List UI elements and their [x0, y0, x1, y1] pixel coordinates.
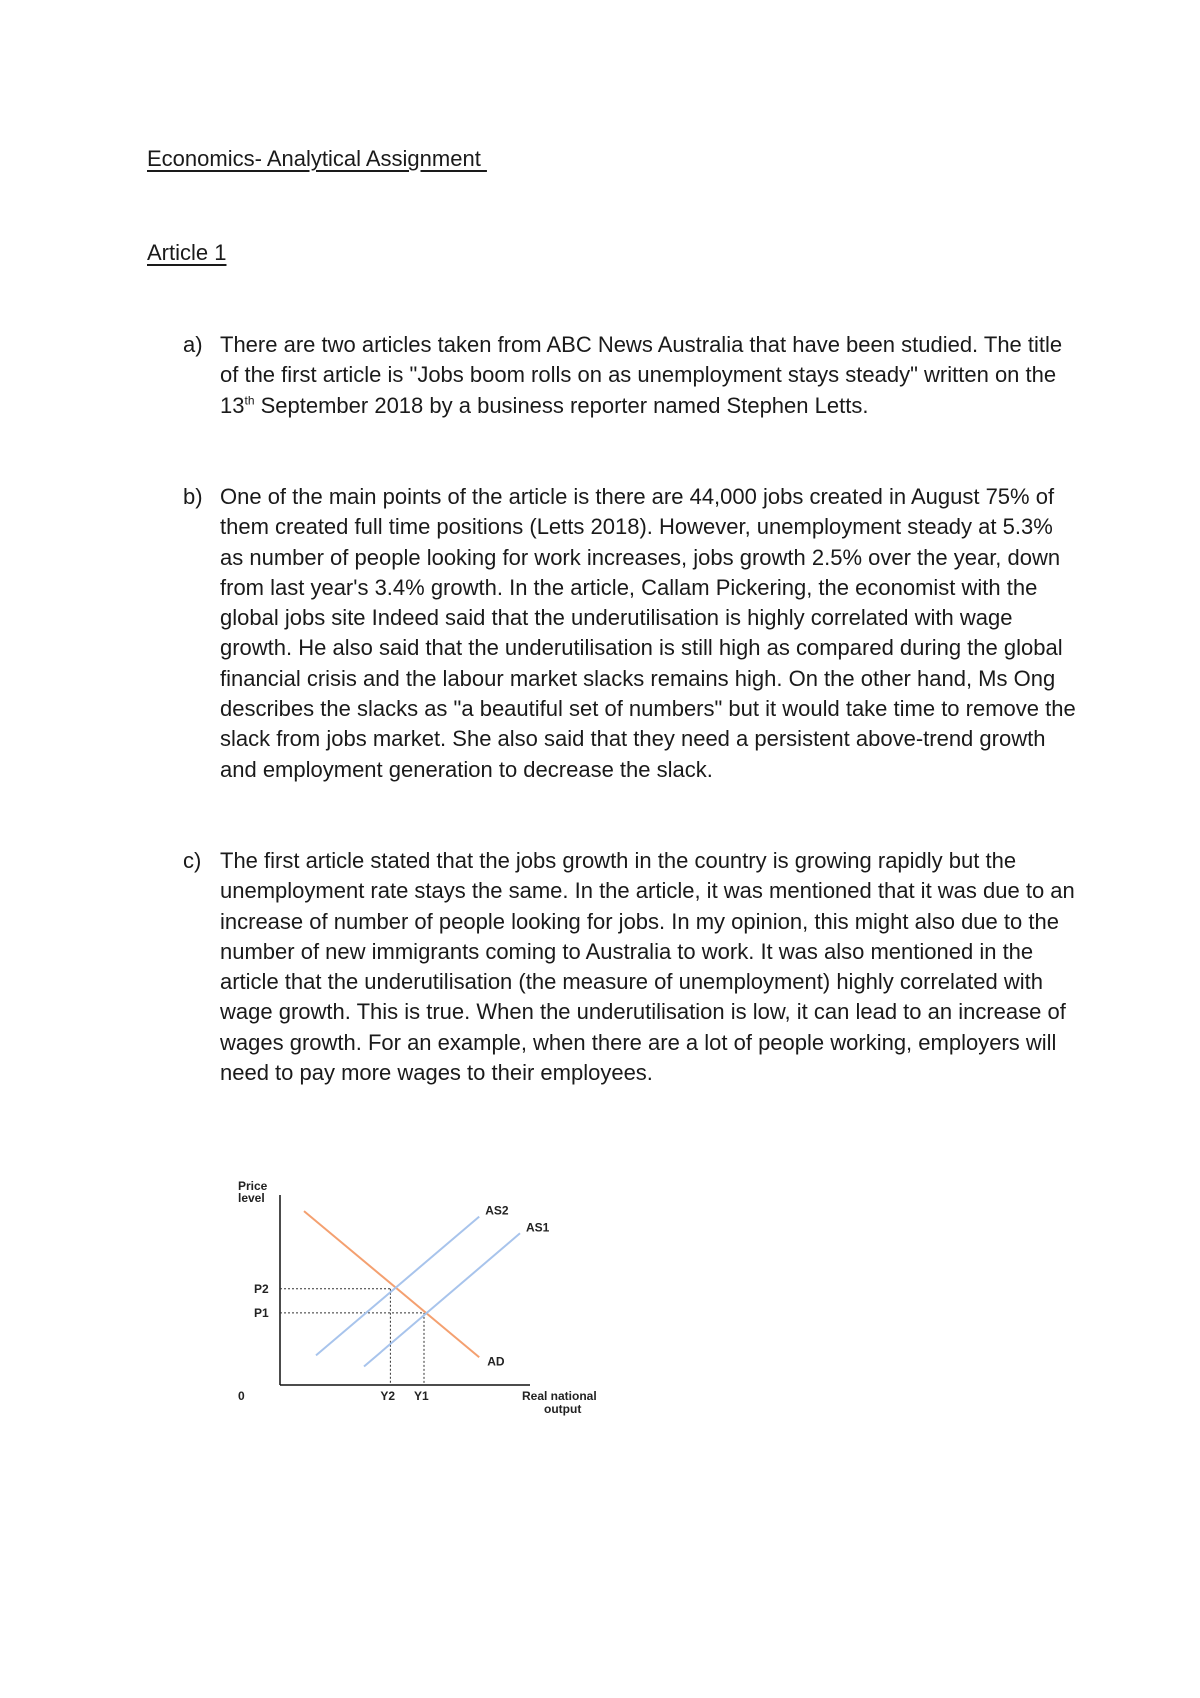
curve-label-as1: AS1 — [526, 1220, 550, 1235]
curve-label-ad: AD — [487, 1354, 505, 1369]
section-heading-article-1: Article 1 — [147, 240, 227, 265]
x-axis-label-line-1: Real national — [522, 1389, 597, 1403]
curve-as2 — [316, 1217, 479, 1356]
curve-as1 — [364, 1233, 520, 1369]
origin-label: 0 — [238, 1389, 245, 1403]
paragraph-c: The first article stated that the jobs growth in the country is growing rapidly but the unemployment rate stays the same. In the article, it was mentioned that it was due to an increase of number of people looking for jobs. In my opinion, this might also due to the number of new immigrants coming to Australia to work. It was also mentioned in the article that the underutilisation (the measure of unemployment) highly correlated with wage growth. This is true. When the underutilisation is low, it can lead to an increase of wages growth. For an example, when there are a lot of people working, employers will need to pay more wages to their employees. — [220, 848, 1075, 1086]
list-item-a — [147, 330, 1077, 421]
tick-label-p1: P1 — [254, 1305, 269, 1320]
ad-as-diagram — [230, 1180, 650, 1430]
curve-label-as2: AS2 — [485, 1203, 509, 1218]
tick-label-p2: P2 — [254, 1281, 269, 1296]
paragraph-b: One of the main points of the article is there are 44,000 jobs created in August 75% of them created full time positions (Letts 2018). However, unemployment steady at 5.3% as number of people looking for work increases, jobs growth 2.5% over the year, down from last year's 3.4% growth. In the article, Callam Pickering, the economist with the global jobs site Indeed said that the underutilisation is highly correlated with wage growth. He also said that the underutilisation is still high as compared during the global financial crisis and the labour market slacks remains high. On the other hand, Ms Ong describes the slacks as "a beautiful set of numbers" but it would take time to remove the slack from jobs market. She also said that they need a persistent above-trend growth and employment generation to decrease the slack. — [220, 484, 1076, 782]
list-item-b — [147, 482, 1077, 785]
document-title: Economics- Analytical Assignment — [147, 146, 487, 171]
list-marker-c: c) — [183, 848, 202, 873]
paragraph-a — [220, 330, 1077, 421]
curve-ad — [304, 1211, 479, 1357]
list-marker-b: b) — [183, 484, 203, 509]
tick-label-y2: Y2 — [380, 1389, 396, 1403]
paragraph-a-text-end: September 2018 by a business reporter named Stephen Letts. — [254, 392, 869, 418]
tick-label-y1: Y1 — [414, 1389, 429, 1403]
paragraph-a-text-start: There are two articles taken from ABC News Australia that have been studied. The title of the first article is "Jobs boom rolls on as unemployment stays steady" written on the 13 — [220, 332, 1063, 418]
y-axis-label-line-2: level — [238, 1191, 265, 1205]
y-axis-label-line-1: Price — [238, 1180, 268, 1193]
list-item-c — [147, 846, 1077, 1088]
superscript-th: th — [244, 393, 255, 408]
x-axis-label-line-2: output — [544, 1402, 582, 1416]
list-marker-a: a) — [183, 332, 203, 357]
